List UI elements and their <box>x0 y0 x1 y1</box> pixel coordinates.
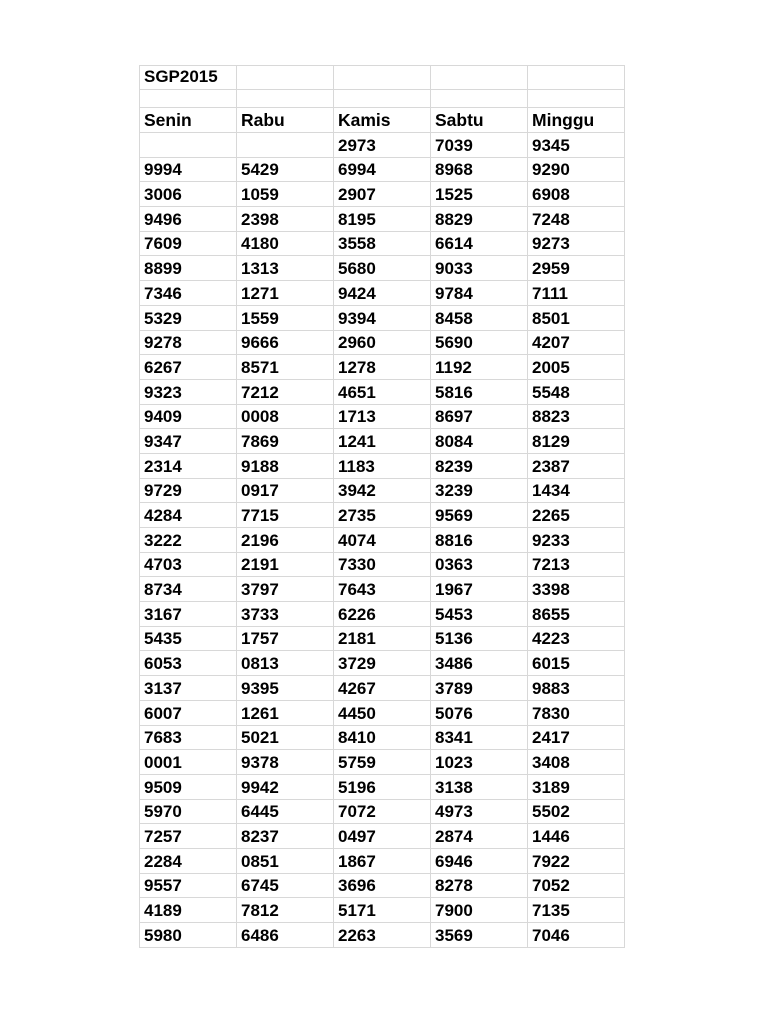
table-row <box>140 651 625 676</box>
table-row <box>140 700 625 725</box>
column-header-rabu[interactable]: Rabu <box>237 108 334 133</box>
table-cell-kamis[interactable]: 8410 <box>334 725 431 750</box>
table-cell-minggu[interactable]: 3189 <box>528 774 625 799</box>
table-cell-minggu[interactable]: 9290 <box>528 157 625 182</box>
table-cell-minggu[interactable]: 7135 <box>528 898 625 923</box>
table-cell-senin[interactable]: 2314 <box>140 453 237 478</box>
table-row <box>140 231 625 256</box>
table-cell-senin[interactable]: 8734 <box>140 577 237 602</box>
table-cell-kamis[interactable]: 7330 <box>334 552 431 577</box>
table-cell-kamis[interactable]: 6994 <box>334 157 431 182</box>
table-row <box>140 577 625 602</box>
table-row <box>140 478 625 503</box>
table-row <box>140 503 625 528</box>
table-cell-rabu[interactable]: 3797 <box>237 577 334 602</box>
table-row <box>140 725 625 750</box>
table-cell-rabu[interactable]: 7715 <box>237 503 334 528</box>
table-cell-senin[interactable]: 6267 <box>140 355 237 380</box>
empty-cell[interactable] <box>237 90 334 108</box>
table-row <box>140 157 625 182</box>
table-cell-minggu[interactable]: 7046 <box>528 923 625 948</box>
table-row <box>140 898 625 923</box>
table-row <box>140 626 625 651</box>
table-cell-rabu[interactable]: 6445 <box>237 799 334 824</box>
table-row <box>140 256 625 281</box>
table-cell-kamis[interactable]: 8195 <box>334 207 431 232</box>
table-cell-sabtu[interactable]: 7900 <box>431 898 528 923</box>
table-cell-rabu[interactable]: 1313 <box>237 256 334 281</box>
column-header-minggu[interactable]: Minggu <box>528 108 625 133</box>
table-cell-senin[interactable]: 5435 <box>140 626 237 651</box>
table-cell-senin[interactable]: 8899 <box>140 256 237 281</box>
table-cell-sabtu[interactable]: 0363 <box>431 552 528 577</box>
table-cell-senin[interactable]: 5970 <box>140 799 237 824</box>
table-cell-sabtu[interactable]: 8458 <box>431 305 528 330</box>
table-cell-rabu[interactable]: 8571 <box>237 355 334 380</box>
table-cell-rabu[interactable]: 1559 <box>237 305 334 330</box>
table-cell-senin[interactable]: 3222 <box>140 528 237 553</box>
table-cell-kamis[interactable]: 1278 <box>334 355 431 380</box>
table-cell-kamis[interactable]: 2263 <box>334 923 431 948</box>
table-cell-minggu[interactable]: 7111 <box>528 281 625 306</box>
empty-cell[interactable] <box>334 66 431 90</box>
table-row <box>140 429 625 454</box>
table-cell-senin[interactable]: 7346 <box>140 281 237 306</box>
table-cell-minggu[interactable]: 8823 <box>528 404 625 429</box>
empty-cell[interactable] <box>140 90 237 108</box>
table-cell-senin[interactable]: 9557 <box>140 873 237 898</box>
table-cell-minggu[interactable]: 1446 <box>528 824 625 849</box>
table-cell-kamis[interactable]: 1241 <box>334 429 431 454</box>
table-row <box>140 528 625 553</box>
table-cell-rabu[interactable]: 1757 <box>237 626 334 651</box>
table-cell-sabtu[interactable]: 8816 <box>431 528 528 553</box>
table-row <box>140 750 625 775</box>
table-cell-senin[interactable]: 6053 <box>140 651 237 676</box>
table-cell-minggu[interactable]: 9883 <box>528 676 625 701</box>
table-cell-rabu[interactable]: 1059 <box>237 182 334 207</box>
blank-row <box>140 90 625 108</box>
table-row <box>140 207 625 232</box>
table-cell-sabtu[interactable]: 3486 <box>431 651 528 676</box>
table-cell-minggu[interactable]: 9345 <box>528 133 625 158</box>
table-cell-rabu[interactable]: 2196 <box>237 528 334 553</box>
table-cell-senin[interactable]: 4703 <box>140 552 237 577</box>
table-cell-senin[interactable]: 9994 <box>140 157 237 182</box>
table-cell-rabu[interactable]: 1271 <box>237 281 334 306</box>
header-row <box>140 108 625 133</box>
table-cell-sabtu[interactable]: 8697 <box>431 404 528 429</box>
table-cell-rabu[interactable]: 6486 <box>237 923 334 948</box>
table-cell-sabtu[interactable]: 3138 <box>431 774 528 799</box>
table-cell-senin[interactable]: 9323 <box>140 379 237 404</box>
table-cell-kamis[interactable]: 6226 <box>334 602 431 627</box>
table-cell-kamis[interactable]: 3558 <box>334 231 431 256</box>
table-row <box>140 552 625 577</box>
table-row <box>140 602 625 627</box>
table-cell-sabtu[interactable]: 6946 <box>431 848 528 873</box>
table-cell-rabu[interactable]: 4180 <box>237 231 334 256</box>
table-cell-minggu[interactable]: 3398 <box>528 577 625 602</box>
table-cell-rabu[interactable]: 9666 <box>237 330 334 355</box>
table-cell-minggu[interactable]: 5502 <box>528 799 625 824</box>
table-row <box>140 848 625 873</box>
table-cell-kamis[interactable]: 1867 <box>334 848 431 873</box>
table-cell-minggu[interactable]: 8501 <box>528 305 625 330</box>
table-body <box>140 66 625 948</box>
table-cell-minggu[interactable]: 6908 <box>528 182 625 207</box>
table-cell-sabtu[interactable]: 5816 <box>431 379 528 404</box>
table-row <box>140 281 625 306</box>
table-row <box>140 774 625 799</box>
table-cell-kamis[interactable]: 4074 <box>334 528 431 553</box>
empty-cell[interactable] <box>431 90 528 108</box>
table-cell-sabtu[interactable]: 9033 <box>431 256 528 281</box>
table-cell-senin[interactable]: 7609 <box>140 231 237 256</box>
table-row <box>140 305 625 330</box>
table-cell-sabtu[interactable]: 9569 <box>431 503 528 528</box>
table-cell-kamis[interactable]: 9424 <box>334 281 431 306</box>
table-cell-rabu[interactable]: 9378 <box>237 750 334 775</box>
table-cell-senin[interactable]: 7257 <box>140 824 237 849</box>
table-cell-rabu[interactable]: 2191 <box>237 552 334 577</box>
table-cell-rabu[interactable]: 9188 <box>237 453 334 478</box>
table-cell-rabu[interactable]: 0813 <box>237 651 334 676</box>
title-row <box>140 66 625 90</box>
table-cell-kamis[interactable]: 3729 <box>334 651 431 676</box>
table-cell-kamis[interactable]: 4450 <box>334 700 431 725</box>
table-cell-minggu[interactable]: 8655 <box>528 602 625 627</box>
table-cell-kamis[interactable]: 7072 <box>334 799 431 824</box>
table-cell-rabu[interactable]: 9942 <box>237 774 334 799</box>
table-cell-minggu[interactable]: 1434 <box>528 478 625 503</box>
empty-cell[interactable] <box>237 66 334 90</box>
table-cell-senin[interactable]: 4284 <box>140 503 237 528</box>
table-cell-sabtu[interactable]: 6614 <box>431 231 528 256</box>
table-cell-rabu[interactable]: 0917 <box>237 478 334 503</box>
table-cell-sabtu[interactable]: 2874 <box>431 824 528 849</box>
table-cell-minggu[interactable]: 2417 <box>528 725 625 750</box>
table-cell-kamis[interactable]: 2181 <box>334 626 431 651</box>
table-cell-kamis[interactable]: 1713 <box>334 404 431 429</box>
table-cell-kamis[interactable]: 0497 <box>334 824 431 849</box>
table-cell-sabtu[interactable]: 4973 <box>431 799 528 824</box>
table-cell-minggu[interactable]: 4223 <box>528 626 625 651</box>
table-row <box>140 404 625 429</box>
table-cell-sabtu[interactable]: 1967 <box>431 577 528 602</box>
table-cell-senin[interactable]: 3006 <box>140 182 237 207</box>
table-cell-sabtu[interactable]: 5076 <box>431 700 528 725</box>
table-cell-minggu[interactable]: 2387 <box>528 453 625 478</box>
table-cell-senin[interactable]: 6007 <box>140 700 237 725</box>
table-cell-rabu[interactable]: 7812 <box>237 898 334 923</box>
table-cell-minggu[interactable]: 7830 <box>528 700 625 725</box>
table-cell-sabtu[interactable]: 7039 <box>431 133 528 158</box>
empty-cell[interactable] <box>528 66 625 90</box>
table-cell-sabtu[interactable]: 1525 <box>431 182 528 207</box>
table-cell-senin[interactable]: 2284 <box>140 848 237 873</box>
table-cell-rabu[interactable]: 3733 <box>237 602 334 627</box>
table-cell-minggu[interactable]: 7052 <box>528 873 625 898</box>
table-row <box>140 133 625 158</box>
results-table <box>139 65 625 948</box>
sheet-title[interactable]: SGP2015 <box>140 66 237 90</box>
table-cell-kamis[interactable]: 2960 <box>334 330 431 355</box>
table-cell-senin[interactable]: 9409 <box>140 404 237 429</box>
table-cell-minggu[interactable]: 3408 <box>528 750 625 775</box>
table-cell-sabtu[interactable]: 1023 <box>431 750 528 775</box>
table-cell-sabtu[interactable]: 9784 <box>431 281 528 306</box>
table-cell-minggu[interactable]: 5548 <box>528 379 625 404</box>
table-cell-kamis[interactable]: 2907 <box>334 182 431 207</box>
table-cell-senin[interactable]: 9496 <box>140 207 237 232</box>
table-cell-sabtu[interactable]: 3569 <box>431 923 528 948</box>
table-cell-senin[interactable]: 3137 <box>140 676 237 701</box>
table-cell-rabu[interactable]: 6745 <box>237 873 334 898</box>
table-row <box>140 824 625 849</box>
table-cell-kamis[interactable]: 4651 <box>334 379 431 404</box>
table-cell-minggu[interactable]: 2265 <box>528 503 625 528</box>
table-cell-senin[interactable]: 5980 <box>140 923 237 948</box>
table-cell-kamis[interactable]: 9394 <box>334 305 431 330</box>
table-cell-kamis[interactable]: 5759 <box>334 750 431 775</box>
table-cell-kamis[interactable]: 5171 <box>334 898 431 923</box>
table-cell-sabtu[interactable]: 5690 <box>431 330 528 355</box>
table-cell-rabu[interactable]: 8237 <box>237 824 334 849</box>
table-cell-minggu[interactable]: 9233 <box>528 528 625 553</box>
table-cell-rabu[interactable]: 5021 <box>237 725 334 750</box>
table-cell-sabtu[interactable]: 8829 <box>431 207 528 232</box>
table-cell-rabu[interactable]: 1261 <box>237 700 334 725</box>
table-cell-senin[interactable]: 5329 <box>140 305 237 330</box>
table-cell-minggu[interactable]: 8129 <box>528 429 625 454</box>
table-cell-kamis[interactable]: 5196 <box>334 774 431 799</box>
table-row <box>140 355 625 380</box>
table-row <box>140 873 625 898</box>
table-cell-sabtu[interactable]: 5453 <box>431 602 528 627</box>
table-row <box>140 379 625 404</box>
table-row <box>140 799 625 824</box>
table-cell-senin[interactable]: 9509 <box>140 774 237 799</box>
table-cell-senin[interactable]: 9729 <box>140 478 237 503</box>
table-cell-kamis[interactable]: 2735 <box>334 503 431 528</box>
table-cell-rabu[interactable]: 9395 <box>237 676 334 701</box>
table-cell-sabtu[interactable]: 8084 <box>431 429 528 454</box>
table-row <box>140 453 625 478</box>
table-cell-senin[interactable]: 4189 <box>140 898 237 923</box>
table-cell-minggu[interactable]: 2005 <box>528 355 625 380</box>
table-row <box>140 182 625 207</box>
table-cell-kamis[interactable]: 2973 <box>334 133 431 158</box>
table-cell-sabtu[interactable]: 3239 <box>431 478 528 503</box>
table-cell-rabu[interactable]: 0008 <box>237 404 334 429</box>
table-cell-minggu[interactable]: 7922 <box>528 848 625 873</box>
table-cell-sabtu[interactable]: 3789 <box>431 676 528 701</box>
table-cell-sabtu[interactable]: 8239 <box>431 453 528 478</box>
table-cell-kamis[interactable]: 4267 <box>334 676 431 701</box>
table-cell-minggu[interactable]: 4207 <box>528 330 625 355</box>
table-row <box>140 923 625 948</box>
column-header-kamis[interactable]: Kamis <box>334 108 431 133</box>
table-cell-minggu[interactable]: 7213 <box>528 552 625 577</box>
table-cell-minggu[interactable]: 9273 <box>528 231 625 256</box>
table-cell-sabtu[interactable]: 1192 <box>431 355 528 380</box>
table-cell-senin[interactable]: 7683 <box>140 725 237 750</box>
table-cell-sabtu[interactable]: 5136 <box>431 626 528 651</box>
table-cell-kamis[interactable]: 7643 <box>334 577 431 602</box>
table-cell-sabtu[interactable]: 8278 <box>431 873 528 898</box>
table-cell-kamis[interactable]: 3696 <box>334 873 431 898</box>
table-cell-rabu[interactable]: 2398 <box>237 207 334 232</box>
table-cell-kamis[interactable]: 5680 <box>334 256 431 281</box>
empty-cell[interactable] <box>528 90 625 108</box>
table-cell-senin[interactable]: 3167 <box>140 602 237 627</box>
table-cell-senin[interactable] <box>140 133 237 158</box>
table-cell-senin[interactable]: 0001 <box>140 750 237 775</box>
table-cell-minggu[interactable]: 2959 <box>528 256 625 281</box>
column-header-sabtu[interactable]: Sabtu <box>431 108 528 133</box>
table-cell-senin[interactable]: 9347 <box>140 429 237 454</box>
table-cell-minggu[interactable]: 6015 <box>528 651 625 676</box>
table-cell-minggu[interactable]: 7248 <box>528 207 625 232</box>
table-cell-rabu[interactable]: 7212 <box>237 379 334 404</box>
table-row <box>140 676 625 701</box>
empty-cell[interactable] <box>431 66 528 90</box>
empty-cell[interactable] <box>334 90 431 108</box>
table-row <box>140 330 625 355</box>
table-cell-sabtu[interactable]: 8341 <box>431 725 528 750</box>
table-cell-kamis[interactable]: 3942 <box>334 478 431 503</box>
table-cell-rabu[interactable]: 7869 <box>237 429 334 454</box>
table-cell-rabu[interactable]: 5429 <box>237 157 334 182</box>
table-cell-rabu[interactable]: 0851 <box>237 848 334 873</box>
table-cell-kamis[interactable]: 1183 <box>334 453 431 478</box>
table-cell-rabu[interactable] <box>237 133 334 158</box>
table-cell-sabtu[interactable]: 8968 <box>431 157 528 182</box>
column-header-senin[interactable]: Senin <box>140 108 237 133</box>
table-cell-senin[interactable]: 9278 <box>140 330 237 355</box>
